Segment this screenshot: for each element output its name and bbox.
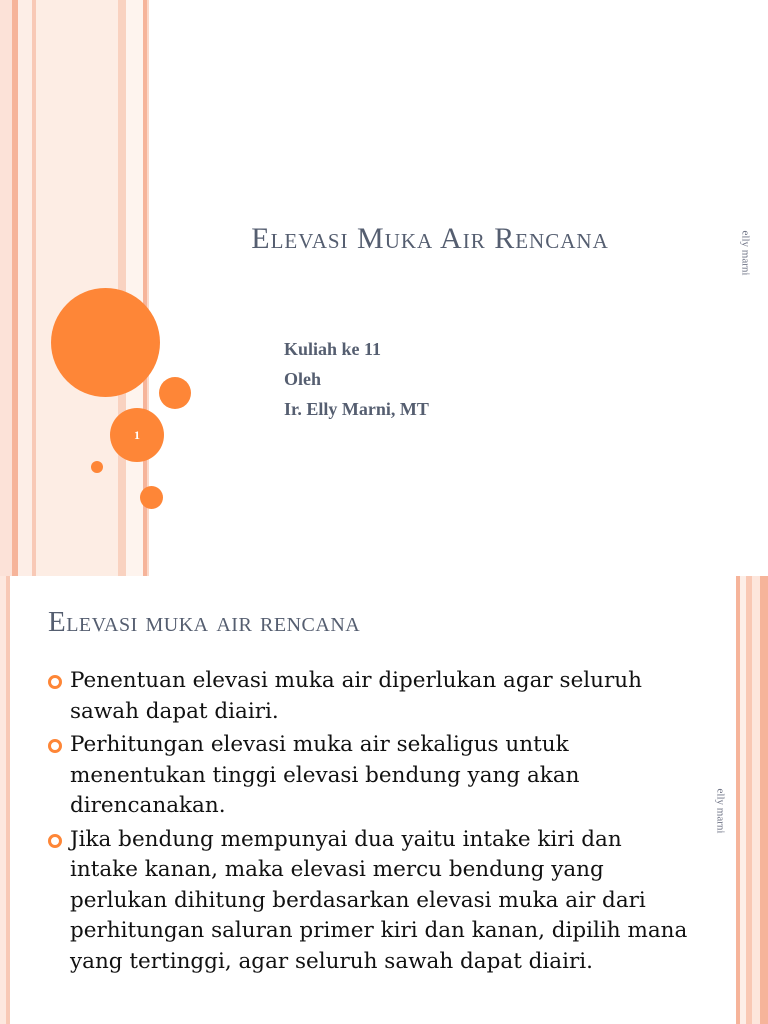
list-item-text: Perhitungan elevasi muka air sekaligus untuk menentukan tinggi elevasi bendung yang akan direncanakan.	[70, 732, 580, 818]
decorative-circle	[159, 377, 191, 409]
decorative-stripe	[752, 576, 760, 1024]
footer-text: elly marni	[714, 788, 726, 834]
slide-number: 1	[110, 408, 164, 462]
footer-text: elly marni	[739, 230, 751, 276]
slide-title: Elevasi Muka Air Rencana	[251, 222, 609, 255]
decorative-stripe	[760, 576, 768, 1024]
bullet-circle-icon	[48, 739, 62, 753]
decorative-stripe	[118, 0, 126, 576]
decorative-stripe	[126, 0, 143, 576]
content-slide	[0, 576, 768, 1024]
slide-title: Elevasi muka air rencana	[48, 606, 361, 638]
bullet-circle-icon	[48, 675, 62, 689]
list-item-text: Jika bendung mempunyai dua yaitu intake kiri dan intake kanan, maka elevasi mercu bendung yang perlukan dihitung berdasarkan elevasi muka air dari perhitungan saluran primer kiri dan kanan, dipilih mana yang tertinggi, agar seluruh sawah dapat diairi.	[70, 826, 688, 974]
slide-content-area	[149, 0, 768, 576]
list-item	[48, 825, 688, 978]
decorative-circle	[51, 288, 160, 397]
subtitle-line: Oleh	[284, 369, 322, 389]
bullet-circle-icon	[48, 834, 62, 848]
decorative-stripe	[0, 0, 12, 576]
decorative-circle	[140, 486, 163, 509]
decorative-circle	[91, 461, 103, 473]
list-item-text: Penentuan elevasi muka air diperlukan agar seluruh sawah dapat diairi.	[70, 668, 642, 724]
decorative-stripe	[18, 0, 32, 576]
list-item	[48, 730, 688, 822]
subtitle-line: Ir. Elly Marni, MT	[284, 399, 429, 419]
slide-footer	[713, 780, 727, 842]
subtitle-line: Kuliah ke 11	[284, 339, 382, 359]
bullet-list	[48, 666, 688, 980]
list-item	[48, 666, 688, 727]
slide-footer	[738, 222, 752, 284]
